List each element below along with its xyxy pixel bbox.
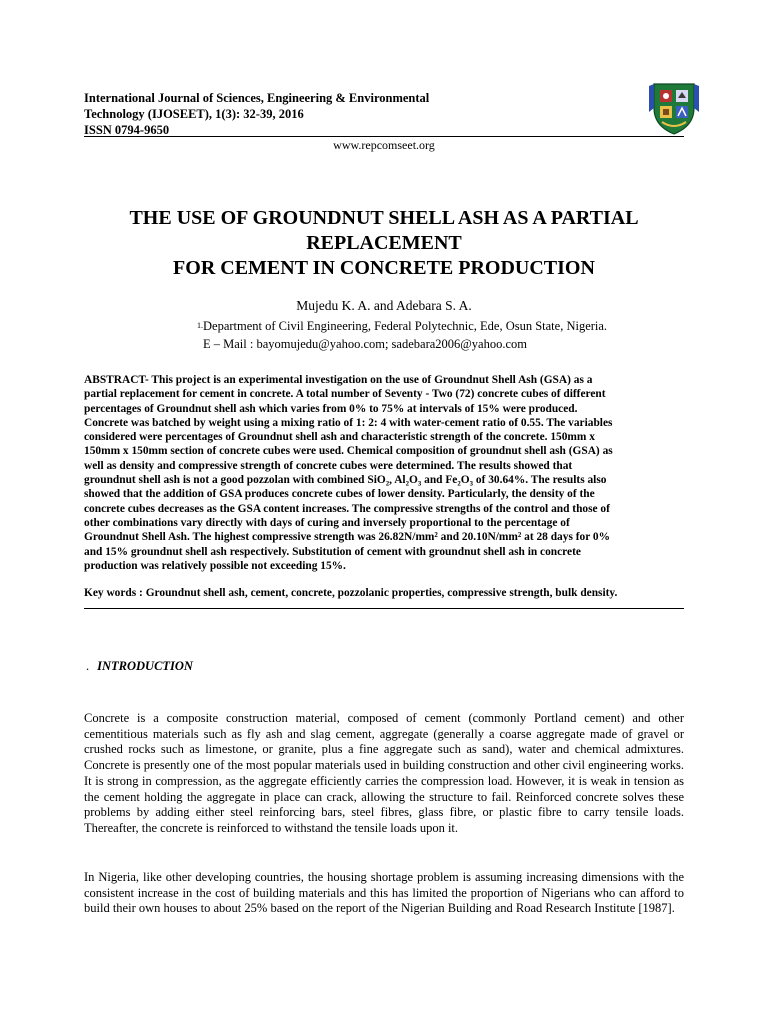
affiliation-text: Department of Civil Engineering, Federal Polytechnic, Ede, Osun State, Nigeria.: [203, 319, 608, 333]
section-heading-introduction: [86, 659, 193, 674]
abstract-line: well as density and compressive strength of concrete cubes were determined. The results showed that: [84, 459, 573, 472]
body-paragraph-1: Concrete is a composite construction material, composed of cement (commonly Portland cement) and other cementitious materials such as fly ash and slag cement, aggregate (generally a coarse aggregate made of gravel or crushed rocks such as limestone, or granite, plus a fine aggregate such as sand), water and chemical admixtures. Concrete is presently one of the most popular materials used in building construction and other civil engineering works. It is strong in compression, as the aggregate efficiently carries the compression load. However, it is weak in tension as the cement holding the aggregate in place can crack, allowing the structure to fail. Reinforced concrete solves these problems by adding either steel reinforcing bars, steel fibres, glass fibre, or plastic fibre to carry tensile loads. Thereafter, the concrete is reinforced to withstand the tensile loads upon it.: [84, 711, 684, 835]
keywords-divider: [84, 608, 684, 609]
journal-name-line1: International Journal of Sciences, Engineering & Environmental: [84, 91, 430, 105]
keywords: Key words : Groundnut shell ash, cement, concrete, pozzolanic properties, compressive strength, bulk density.: [84, 587, 618, 599]
abstract-line: Concrete was batched by weight using a mixing ratio of 1: 2: 4 with water-cement ratio of 0.55. The variables: [84, 416, 613, 429]
abstract-line: and 15% groundnut shell ash respectively. Substitution of cement with groundnut shell ash in concrete: [84, 545, 581, 558]
journal-name-line2: Technology (IJOSEET), 1(3): 32-39, 2016: [84, 107, 304, 121]
abstract-line: 150mm x 150mm section of concrete cubes were used. Chemical composition of groundnut shell ash (GSA) as: [84, 445, 613, 458]
abstract-line: concrete cubes decreases as the GSA content increases. The compressive strengths of the control and those of: [84, 502, 610, 515]
abstract: [84, 373, 684, 573]
journal-header: [84, 90, 429, 138]
header-divider: [84, 136, 684, 137]
abstract-line: ABSTRACT- This project is an experimental investigation on the use of Groundnut Shell Ash (GSA) as a: [84, 374, 593, 386]
journal-website: www.repcomseet.org: [333, 138, 435, 152]
abstract-line: partial replacement for cement in concrete. A total number of Seventy - Two (72) concrete cubes of different: [84, 388, 606, 401]
author-names: Mujedu K. A. and Adebara S. A.: [296, 298, 472, 313]
journal-logo-icon: [648, 78, 700, 136]
journal-issn: ISSN 0794-9650: [84, 123, 170, 137]
paper-title: [60, 206, 708, 281]
title-line-1: THE USE OF GROUNDNUT SHELL ASH AS A PARTIAL: [129, 207, 639, 229]
abstract-line: showed that the addition of GSA produces concrete cubes of lower density. Particularly, the density of the: [84, 488, 595, 501]
abstract-line: Groundnut Shell Ash. The highest compressive strength was 26.82N/mm² and 20.10N/mm² at 28 days for 0%: [84, 531, 611, 544]
body-paragraph-2: In Nigeria, like other developing countries, the housing shortage problem is assuming increasing dimensions with the consistent increase in the cost of building materials and this has limited the proportion of Nigerians who can afford to build their own houses to about 25% based on the report of the Nigerian Building and Road Research Institute [1987].: [84, 870, 684, 916]
title-line-3: FOR CEMENT IN CONCRETE PRODUCTION: [173, 257, 595, 279]
abstract-line: considered were percentages of Groundnut shell ash and characteristic strength of the concrete. 150mm x: [84, 431, 595, 444]
title-line-2: REPLACEMENT: [306, 232, 462, 254]
section-heading-text: INTRODUCTION: [97, 659, 193, 673]
section-bullet: .: [86, 659, 90, 673]
affiliation-marker: 1.: [197, 321, 203, 330]
author-affiliation: [197, 318, 607, 335]
abstract-line: other combinations vary directly with days of curing and inversely proportional to the percentage of: [84, 516, 570, 529]
abstract-line: groundnut shell ash is not a good pozzolan with combined SiO₂, Al₂O₃ and Fe₂O₃ of 30.64%. The results also: [84, 474, 607, 487]
abstract-line: percentages of Groundnut shell ash which varies from 0% to 75% at intervals of 15% were produced.: [84, 402, 578, 415]
abstract-line: production was relatively possible not exceeding 15%.: [84, 559, 346, 572]
author-emails: E – Mail : bayomujedu@yahoo.com; sadebara2006@yahoo.com: [203, 337, 527, 351]
